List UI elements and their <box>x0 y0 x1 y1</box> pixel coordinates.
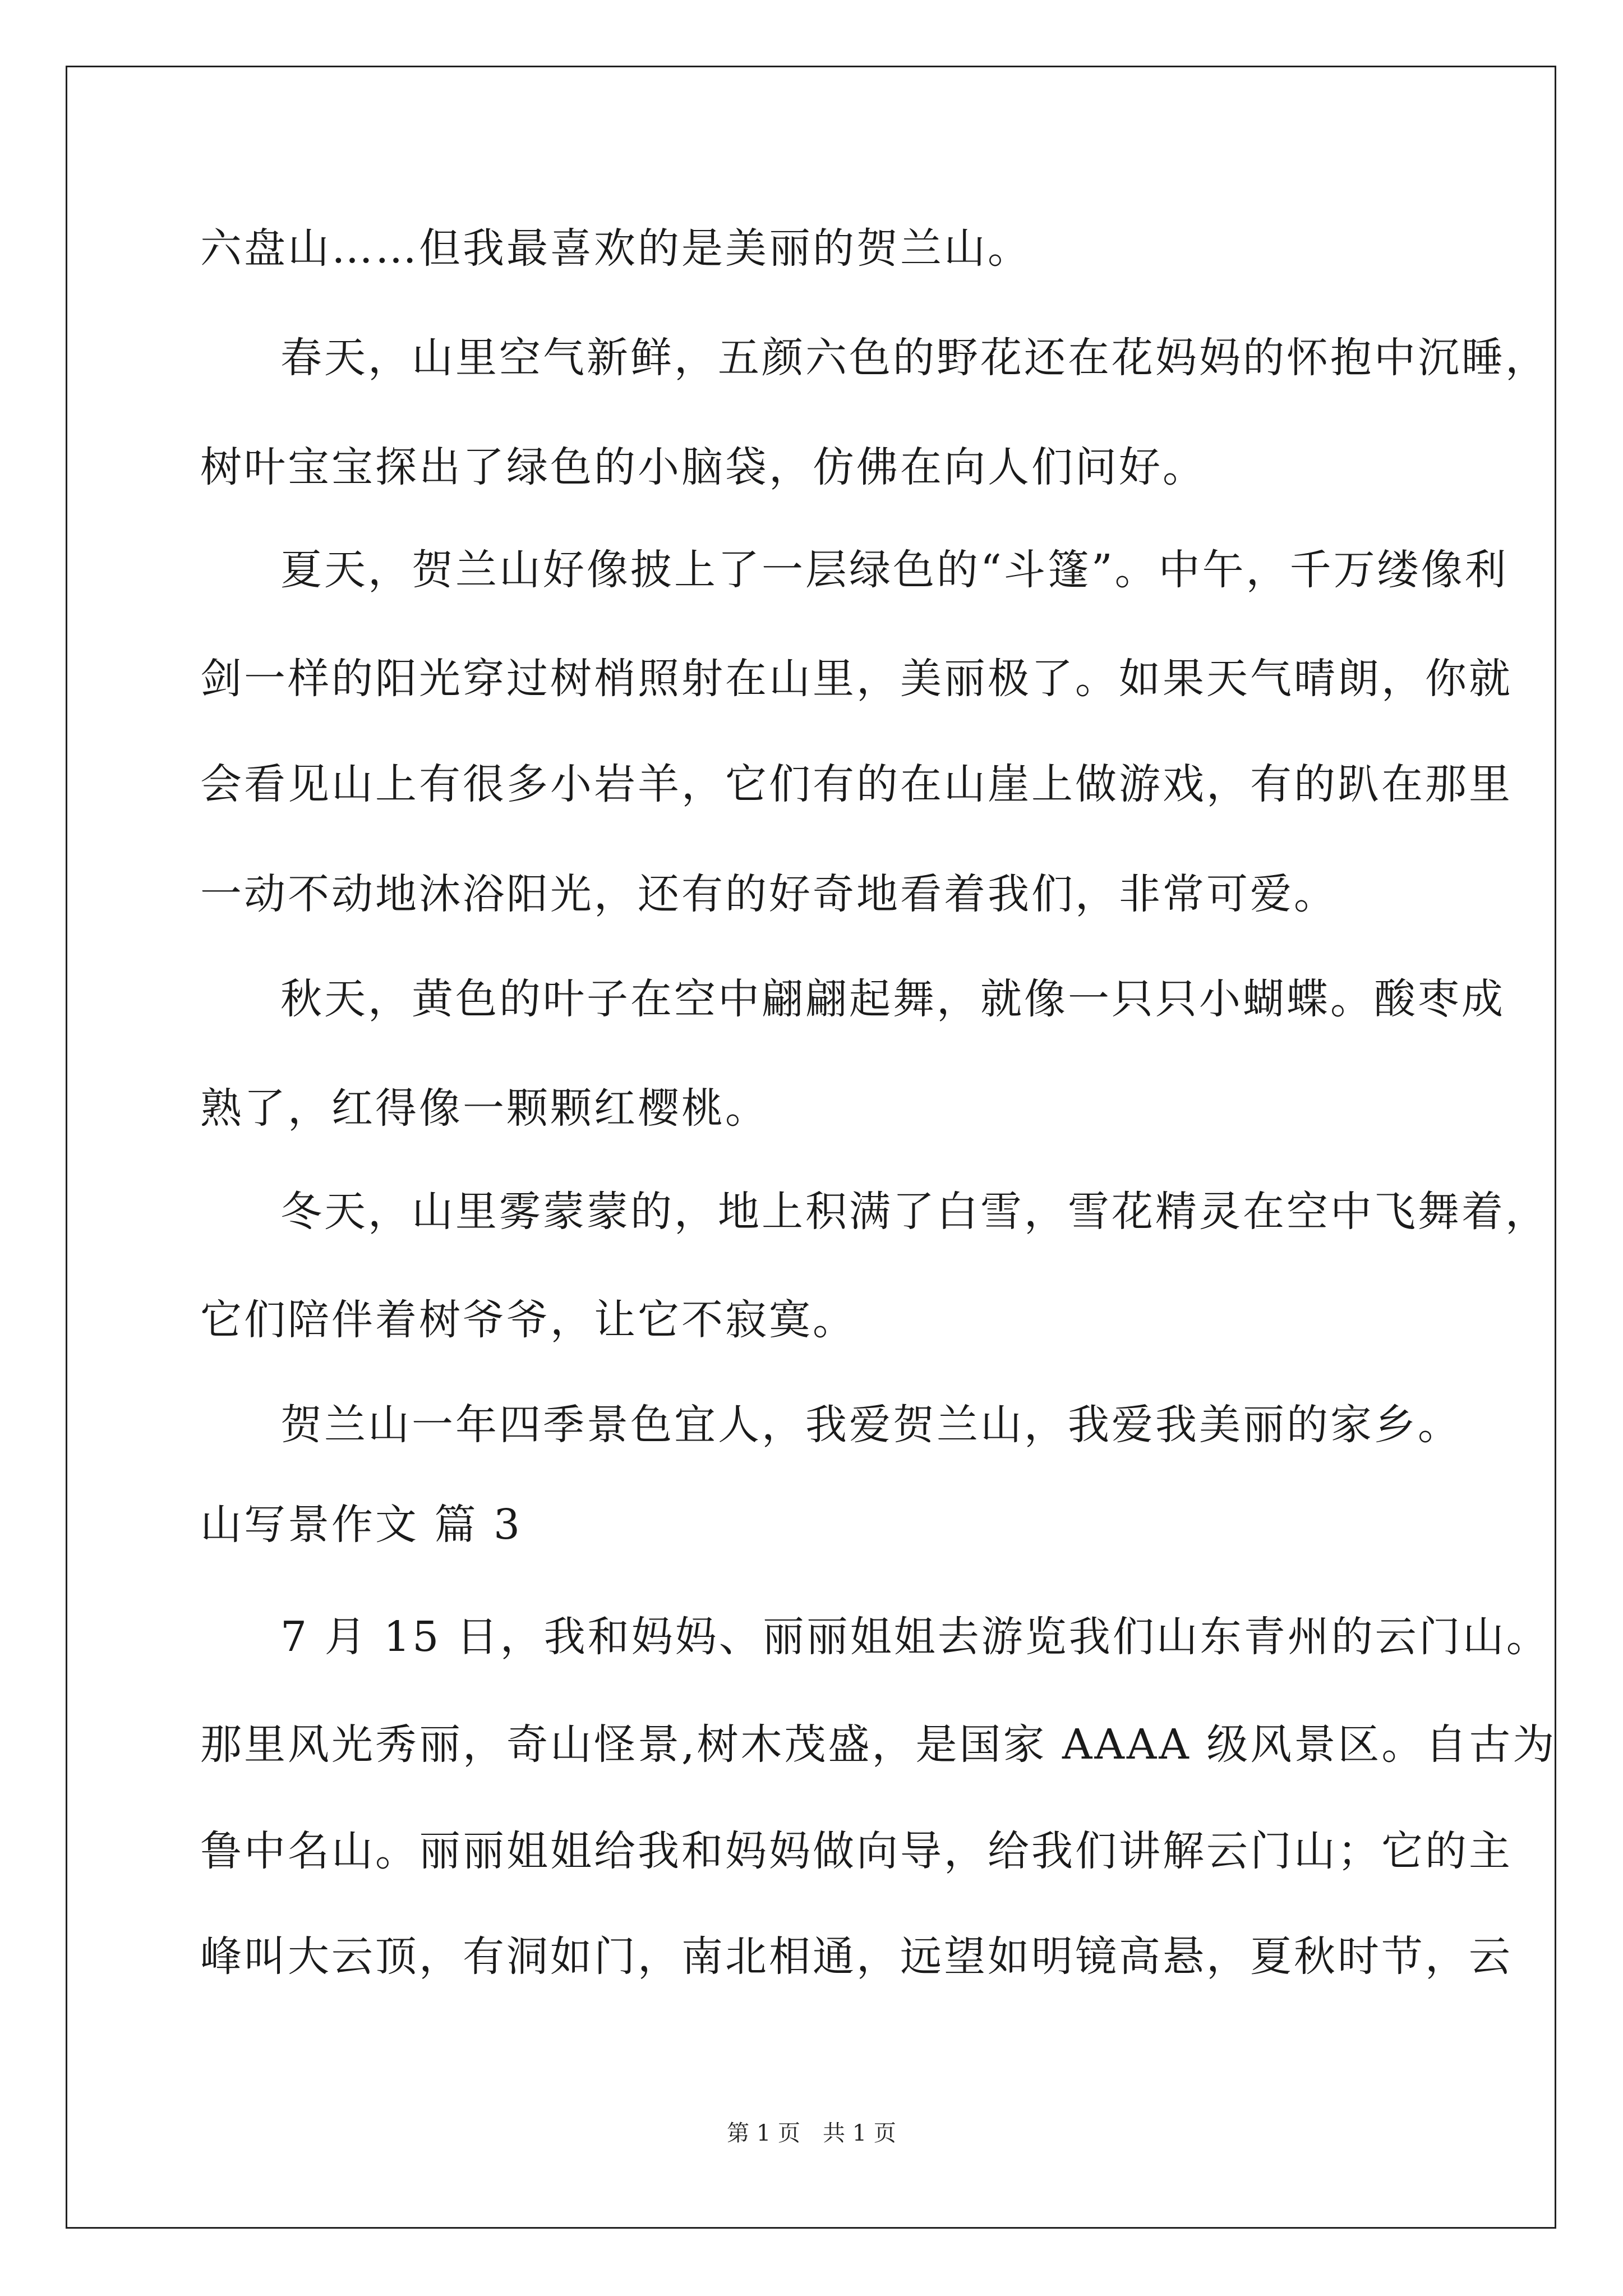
text-line-12: 贺兰山一年四季景色宜人，我爱贺兰山，我爱我美丽的家乡。 <box>280 1401 1461 1449</box>
text-line-11: 它们陪伴着树爷爷，让它不寂寞。 <box>200 1296 856 1344</box>
text-line-7: 一动不动地沐浴阳光，还有的好奇地看着我们，非常可爱。 <box>200 870 1338 918</box>
text-line-14: 7 月 15 日，我和妈妈、丽丽姐姐去游览我们山东青州的云门山。 <box>280 1613 1550 1661</box>
text-line-3: 树叶宝宝探出了绿色的小脑袋，仿佛在向人们问好。 <box>200 443 1206 491</box>
text-line-10: 冬天，山里雾蒙蒙的，地上积满了白雪，雪花精灵在空中飞舞着， <box>280 1188 1549 1236</box>
text-line-15: 那里风光秀丽，奇山怪景,树木茂盛，是国家 AAAA 级风景区。自古为 <box>200 1720 1557 1769</box>
text-line-16: 鲁中名山。丽丽姐姐给我和妈妈做向导，给我们讲解云门山；它的主 <box>200 1827 1513 1875</box>
text-line-2: 春天，山里空气新鲜，五颜六色的野花还在花妈妈的怀抱中沉睡， <box>280 334 1549 382</box>
text-line-1: 六盘山……但我最喜欢的是美丽的贺兰山。 <box>200 224 1031 273</box>
text-line-6: 会看见山上有很多小岩羊，它们有的在山崖上做游戏，有的趴在那里 <box>200 760 1513 808</box>
page-border <box>66 66 1556 2229</box>
text-line-9: 熟了，红得像一颗颗红樱桃。 <box>200 1084 769 1133</box>
text-line-8: 秋天，黄色的叶子在空中翩翩起舞，就像一只只小蝴蝶。酸枣成 <box>280 975 1505 1023</box>
page-footer: 第 1 页 共 1 页 <box>727 2120 896 2146</box>
text-line-4: 夏天，贺兰山好像披上了一层绿色的“斗篷”。中午，千万缕像利 <box>280 546 1509 594</box>
text-line-17: 峰叫大云顶，有洞如门，南北相通，远望如明镜高悬，夏秋时节，云 <box>200 1932 1513 1981</box>
section-heading: 山写景作文 篇 3 <box>200 1501 523 1549</box>
text-line-5: 剑一样的阳光穿过树梢照射在山里，美丽极了。如果天气晴朗，你就 <box>200 655 1513 703</box>
